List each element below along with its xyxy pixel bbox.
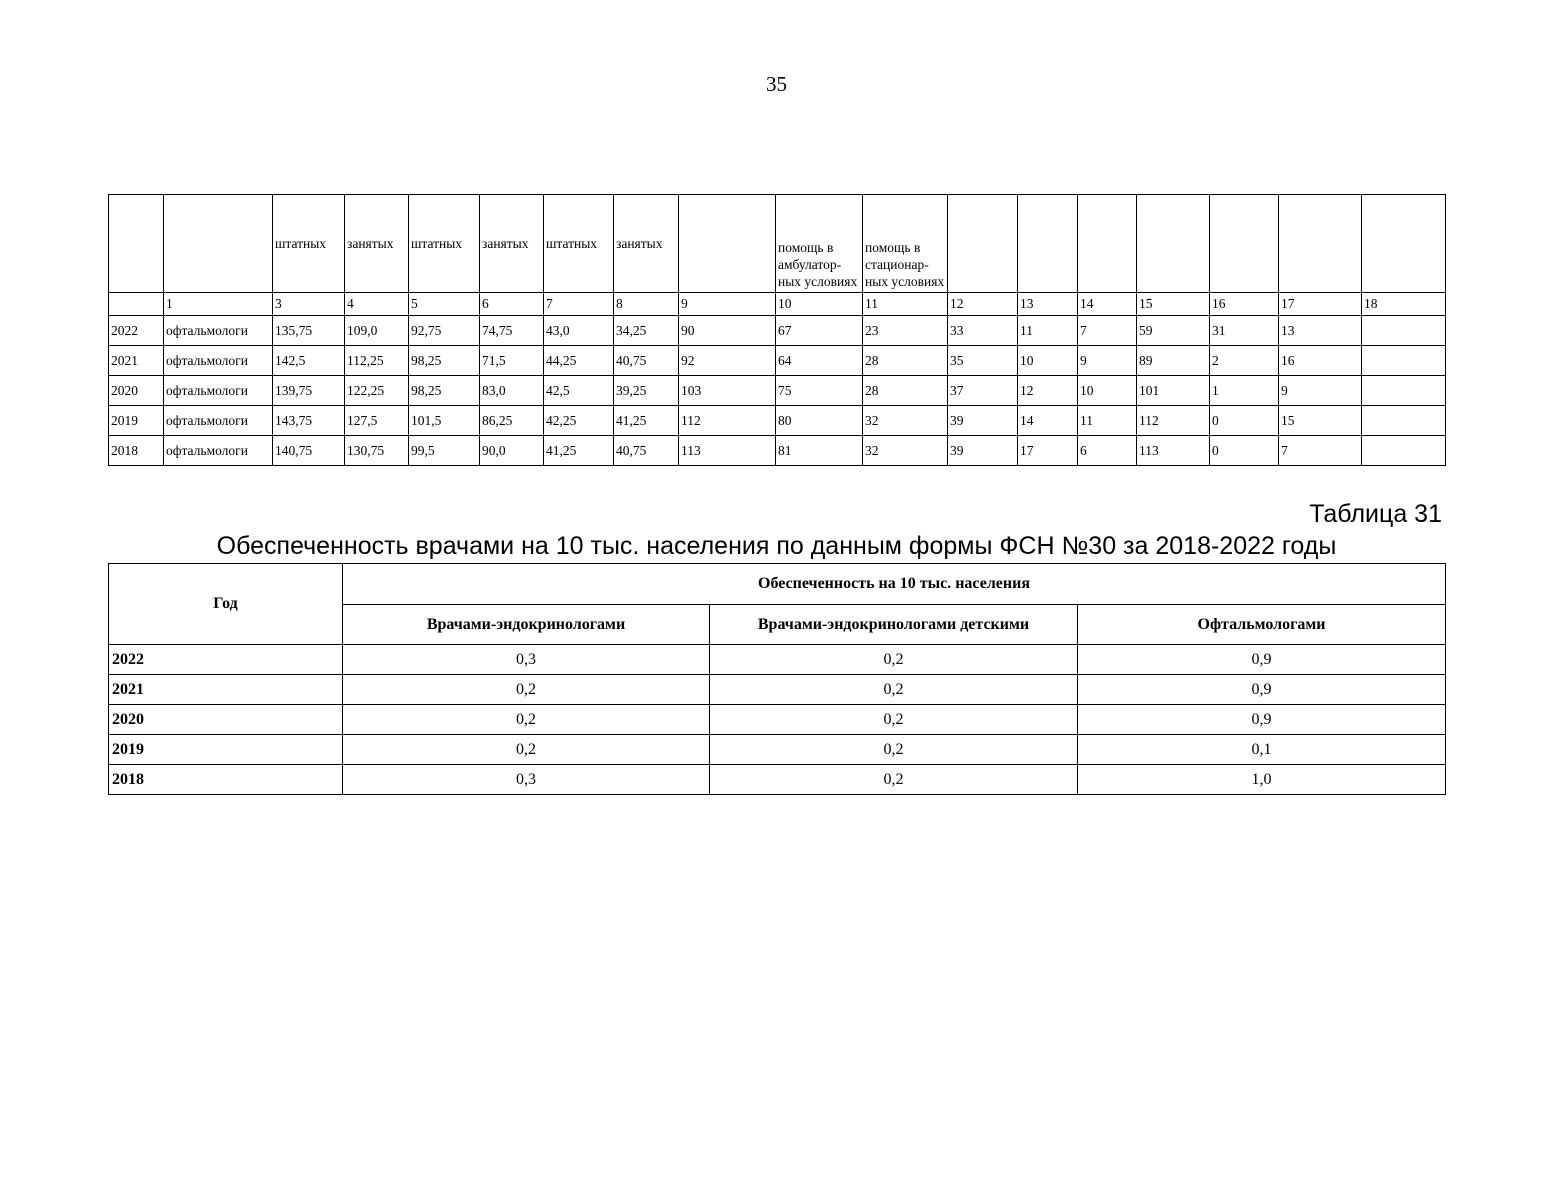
value-cell: 39 — [948, 436, 1018, 466]
header-cell — [109, 195, 164, 293]
header-cell: штатных — [544, 195, 614, 293]
column-number-row — [109, 293, 1446, 316]
year-cell: 2022 — [109, 645, 343, 675]
year-cell: 2021 — [109, 675, 343, 705]
header-cell — [1362, 195, 1446, 293]
value-cell: 40,75 — [614, 346, 679, 376]
value-cell: 113 — [679, 436, 776, 466]
value-cell: 28 — [863, 346, 948, 376]
value-cell: 31 — [1210, 316, 1279, 346]
specialty-cell: офтальмологи — [164, 436, 273, 466]
staffing-table-body — [109, 316, 1446, 466]
value-cell: 0,2 — [343, 705, 710, 735]
value-cell: 44,25 — [544, 346, 614, 376]
value-cell: 0,3 — [343, 645, 710, 675]
column-number-cell: 3 — [273, 293, 345, 316]
value-cell: 39 — [948, 406, 1018, 436]
value-cell: 109,0 — [345, 316, 409, 346]
column-header: Офтальмологами — [1078, 605, 1446, 645]
table-row — [109, 765, 1446, 795]
value-cell: 0,2 — [710, 675, 1078, 705]
value-cell: 42,25 — [544, 406, 614, 436]
value-cell: 35 — [948, 346, 1018, 376]
specialty-cell: офтальмологи — [164, 316, 273, 346]
value-cell: 127,5 — [345, 406, 409, 436]
value-cell: 15 — [1279, 406, 1362, 436]
header-cell: штатных — [409, 195, 480, 293]
value-cell: 32 — [863, 436, 948, 466]
value-cell: 90,0 — [480, 436, 544, 466]
value-cell: 81 — [776, 436, 863, 466]
value-cell: 67 — [776, 316, 863, 346]
column-number-cell: 17 — [1279, 293, 1362, 316]
header-cell: штатных — [273, 195, 345, 293]
provision-table — [108, 563, 1446, 795]
value-cell: 41,25 — [544, 436, 614, 466]
column-number-cell: 8 — [614, 293, 679, 316]
value-cell: 80 — [776, 406, 863, 436]
value-cell: 143,75 — [273, 406, 345, 436]
value-cell: 0,2 — [710, 765, 1078, 795]
header-cell — [948, 195, 1018, 293]
value-cell: 28 — [863, 376, 948, 406]
column-number-cell: 4 — [345, 293, 409, 316]
value-cell: 140,75 — [273, 436, 345, 466]
value-cell: 90 — [679, 316, 776, 346]
header-cell — [1018, 195, 1078, 293]
value-cell: 112,25 — [345, 346, 409, 376]
value-cell: 13 — [1279, 316, 1362, 346]
value-cell: 139,75 — [273, 376, 345, 406]
value-cell: 39,25 — [614, 376, 679, 406]
value-cell — [1362, 436, 1446, 466]
header-cell: помощь в амбулатор-ных условиях — [776, 195, 863, 293]
value-cell: 0 — [1210, 436, 1279, 466]
provision-table-body — [109, 645, 1446, 795]
column-number-cell: 6 — [480, 293, 544, 316]
column-number-cell: 14 — [1078, 293, 1137, 316]
year-cell: 2018 — [109, 436, 164, 466]
staffing-table — [108, 194, 1446, 466]
table-row — [109, 705, 1446, 735]
table-title: Обеспеченность врачами на 10 тыс. населения по данным формы ФСН №30 за 2018-2022 годы — [216, 532, 1337, 560]
table-row — [109, 735, 1446, 765]
value-cell: 12 — [1018, 376, 1078, 406]
year-cell: 2019 — [109, 406, 164, 436]
column-number-cell: 5 — [409, 293, 480, 316]
value-cell: 112 — [679, 406, 776, 436]
value-cell: 33 — [948, 316, 1018, 346]
column-number-cell: 18 — [1362, 293, 1446, 316]
value-cell: 142,5 — [273, 346, 345, 376]
value-cell: 23 — [863, 316, 948, 346]
value-cell: 16 — [1279, 346, 1362, 376]
value-cell: 11 — [1078, 406, 1137, 436]
table-label: Таблица 31 — [1309, 500, 1442, 528]
table-row — [109, 675, 1446, 705]
column-number-cell: 1 — [164, 293, 273, 316]
value-cell: 92 — [679, 346, 776, 376]
table-row — [109, 376, 1446, 406]
header-cell: занятых — [614, 195, 679, 293]
value-cell: 2 — [1210, 346, 1279, 376]
table-row — [109, 406, 1446, 436]
column-number-cell: 10 — [776, 293, 863, 316]
value-cell: 1,0 — [1078, 765, 1446, 795]
column-number-cell: 7 — [544, 293, 614, 316]
value-cell: 43,0 — [544, 316, 614, 346]
header-cell — [1137, 195, 1210, 293]
value-cell: 112 — [1137, 406, 1210, 436]
value-cell: 0 — [1210, 406, 1279, 436]
value-cell: 0,2 — [710, 705, 1078, 735]
column-number-cell: 16 — [1210, 293, 1279, 316]
column-header: Врачами-эндокринологами детскими — [710, 605, 1078, 645]
value-cell: 7 — [1078, 316, 1137, 346]
value-cell: 103 — [679, 376, 776, 406]
header-cell — [679, 195, 776, 293]
value-cell: 14 — [1018, 406, 1078, 436]
year-cell: 2020 — [109, 376, 164, 406]
value-cell: 9 — [1078, 346, 1137, 376]
value-cell: 0,1 — [1078, 735, 1446, 765]
value-cell: 34,25 — [614, 316, 679, 346]
value-cell: 6 — [1078, 436, 1137, 466]
value-cell: 98,25 — [409, 376, 480, 406]
value-cell: 32 — [863, 406, 948, 436]
header-cell — [1279, 195, 1362, 293]
year-cell: 2019 — [109, 735, 343, 765]
header-cell — [1210, 195, 1279, 293]
value-cell: 130,75 — [345, 436, 409, 466]
value-cell — [1362, 316, 1446, 346]
value-cell: 101,5 — [409, 406, 480, 436]
header-cell: занятых — [345, 195, 409, 293]
column-number-cell: 12 — [948, 293, 1018, 316]
value-cell: 74,75 — [480, 316, 544, 346]
value-cell: 11 — [1018, 316, 1078, 346]
value-cell: 135,75 — [273, 316, 345, 346]
table-row — [109, 316, 1446, 346]
value-cell: 37 — [948, 376, 1018, 406]
value-cell: 9 — [1279, 376, 1362, 406]
column-header: Врачами-эндокринологами — [343, 605, 710, 645]
value-cell — [1362, 376, 1446, 406]
value-cell: 113 — [1137, 436, 1210, 466]
value-cell: 83,0 — [480, 376, 544, 406]
specialty-cell: офтальмологи — [164, 406, 273, 436]
value-cell: 86,25 — [480, 406, 544, 436]
group-header: Обеспеченность на 10 тыс. населения — [343, 564, 1446, 605]
value-cell — [1362, 406, 1446, 436]
value-cell: 75 — [776, 376, 863, 406]
header-cell — [1078, 195, 1137, 293]
value-cell: 92,75 — [409, 316, 480, 346]
table-row — [109, 436, 1446, 466]
year-cell: 2020 — [109, 705, 343, 735]
value-cell: 10 — [1018, 346, 1078, 376]
value-cell: 42,5 — [544, 376, 614, 406]
header-cell: помощь в стационар-ных условиях — [863, 195, 948, 293]
column-number-cell: 15 — [1137, 293, 1210, 316]
year-cell: 2018 — [109, 765, 343, 795]
value-cell: 89 — [1137, 346, 1210, 376]
value-cell: 0,9 — [1078, 675, 1446, 705]
year-cell: 2021 — [109, 346, 164, 376]
value-cell: 0,3 — [343, 765, 710, 795]
value-cell: 0,2 — [710, 735, 1078, 765]
value-cell: 59 — [1137, 316, 1210, 346]
value-cell: 0,2 — [343, 675, 710, 705]
specialty-cell: офтальмологи — [164, 376, 273, 406]
value-cell: 40,75 — [614, 436, 679, 466]
page-number: 35 — [766, 72, 787, 96]
value-cell: 17 — [1018, 436, 1078, 466]
value-cell: 122,25 — [345, 376, 409, 406]
value-cell — [1362, 346, 1446, 376]
table-row — [109, 346, 1446, 376]
column-number-cell: 9 — [679, 293, 776, 316]
year-header: Год — [109, 564, 343, 645]
value-cell: 71,5 — [480, 346, 544, 376]
value-cell: 7 — [1279, 436, 1362, 466]
table-header-row — [109, 564, 1446, 605]
column-number-cell — [109, 293, 164, 316]
value-cell: 0,2 — [343, 735, 710, 765]
specialty-cell: офтальмологи — [164, 346, 273, 376]
header-cell — [164, 195, 273, 293]
value-cell: 0,9 — [1078, 645, 1446, 675]
value-cell: 0,2 — [710, 645, 1078, 675]
value-cell: 99,5 — [409, 436, 480, 466]
year-cell: 2022 — [109, 316, 164, 346]
value-cell: 1 — [1210, 376, 1279, 406]
value-cell: 0,9 — [1078, 705, 1446, 735]
table-row — [109, 645, 1446, 675]
value-cell: 64 — [776, 346, 863, 376]
value-cell: 98,25 — [409, 346, 480, 376]
value-cell: 101 — [1137, 376, 1210, 406]
column-number-cell: 13 — [1018, 293, 1078, 316]
header-cell: занятых — [480, 195, 544, 293]
value-cell: 10 — [1078, 376, 1137, 406]
value-cell: 41,25 — [614, 406, 679, 436]
table-header-row — [109, 195, 1446, 293]
column-number-cell: 11 — [863, 293, 948, 316]
